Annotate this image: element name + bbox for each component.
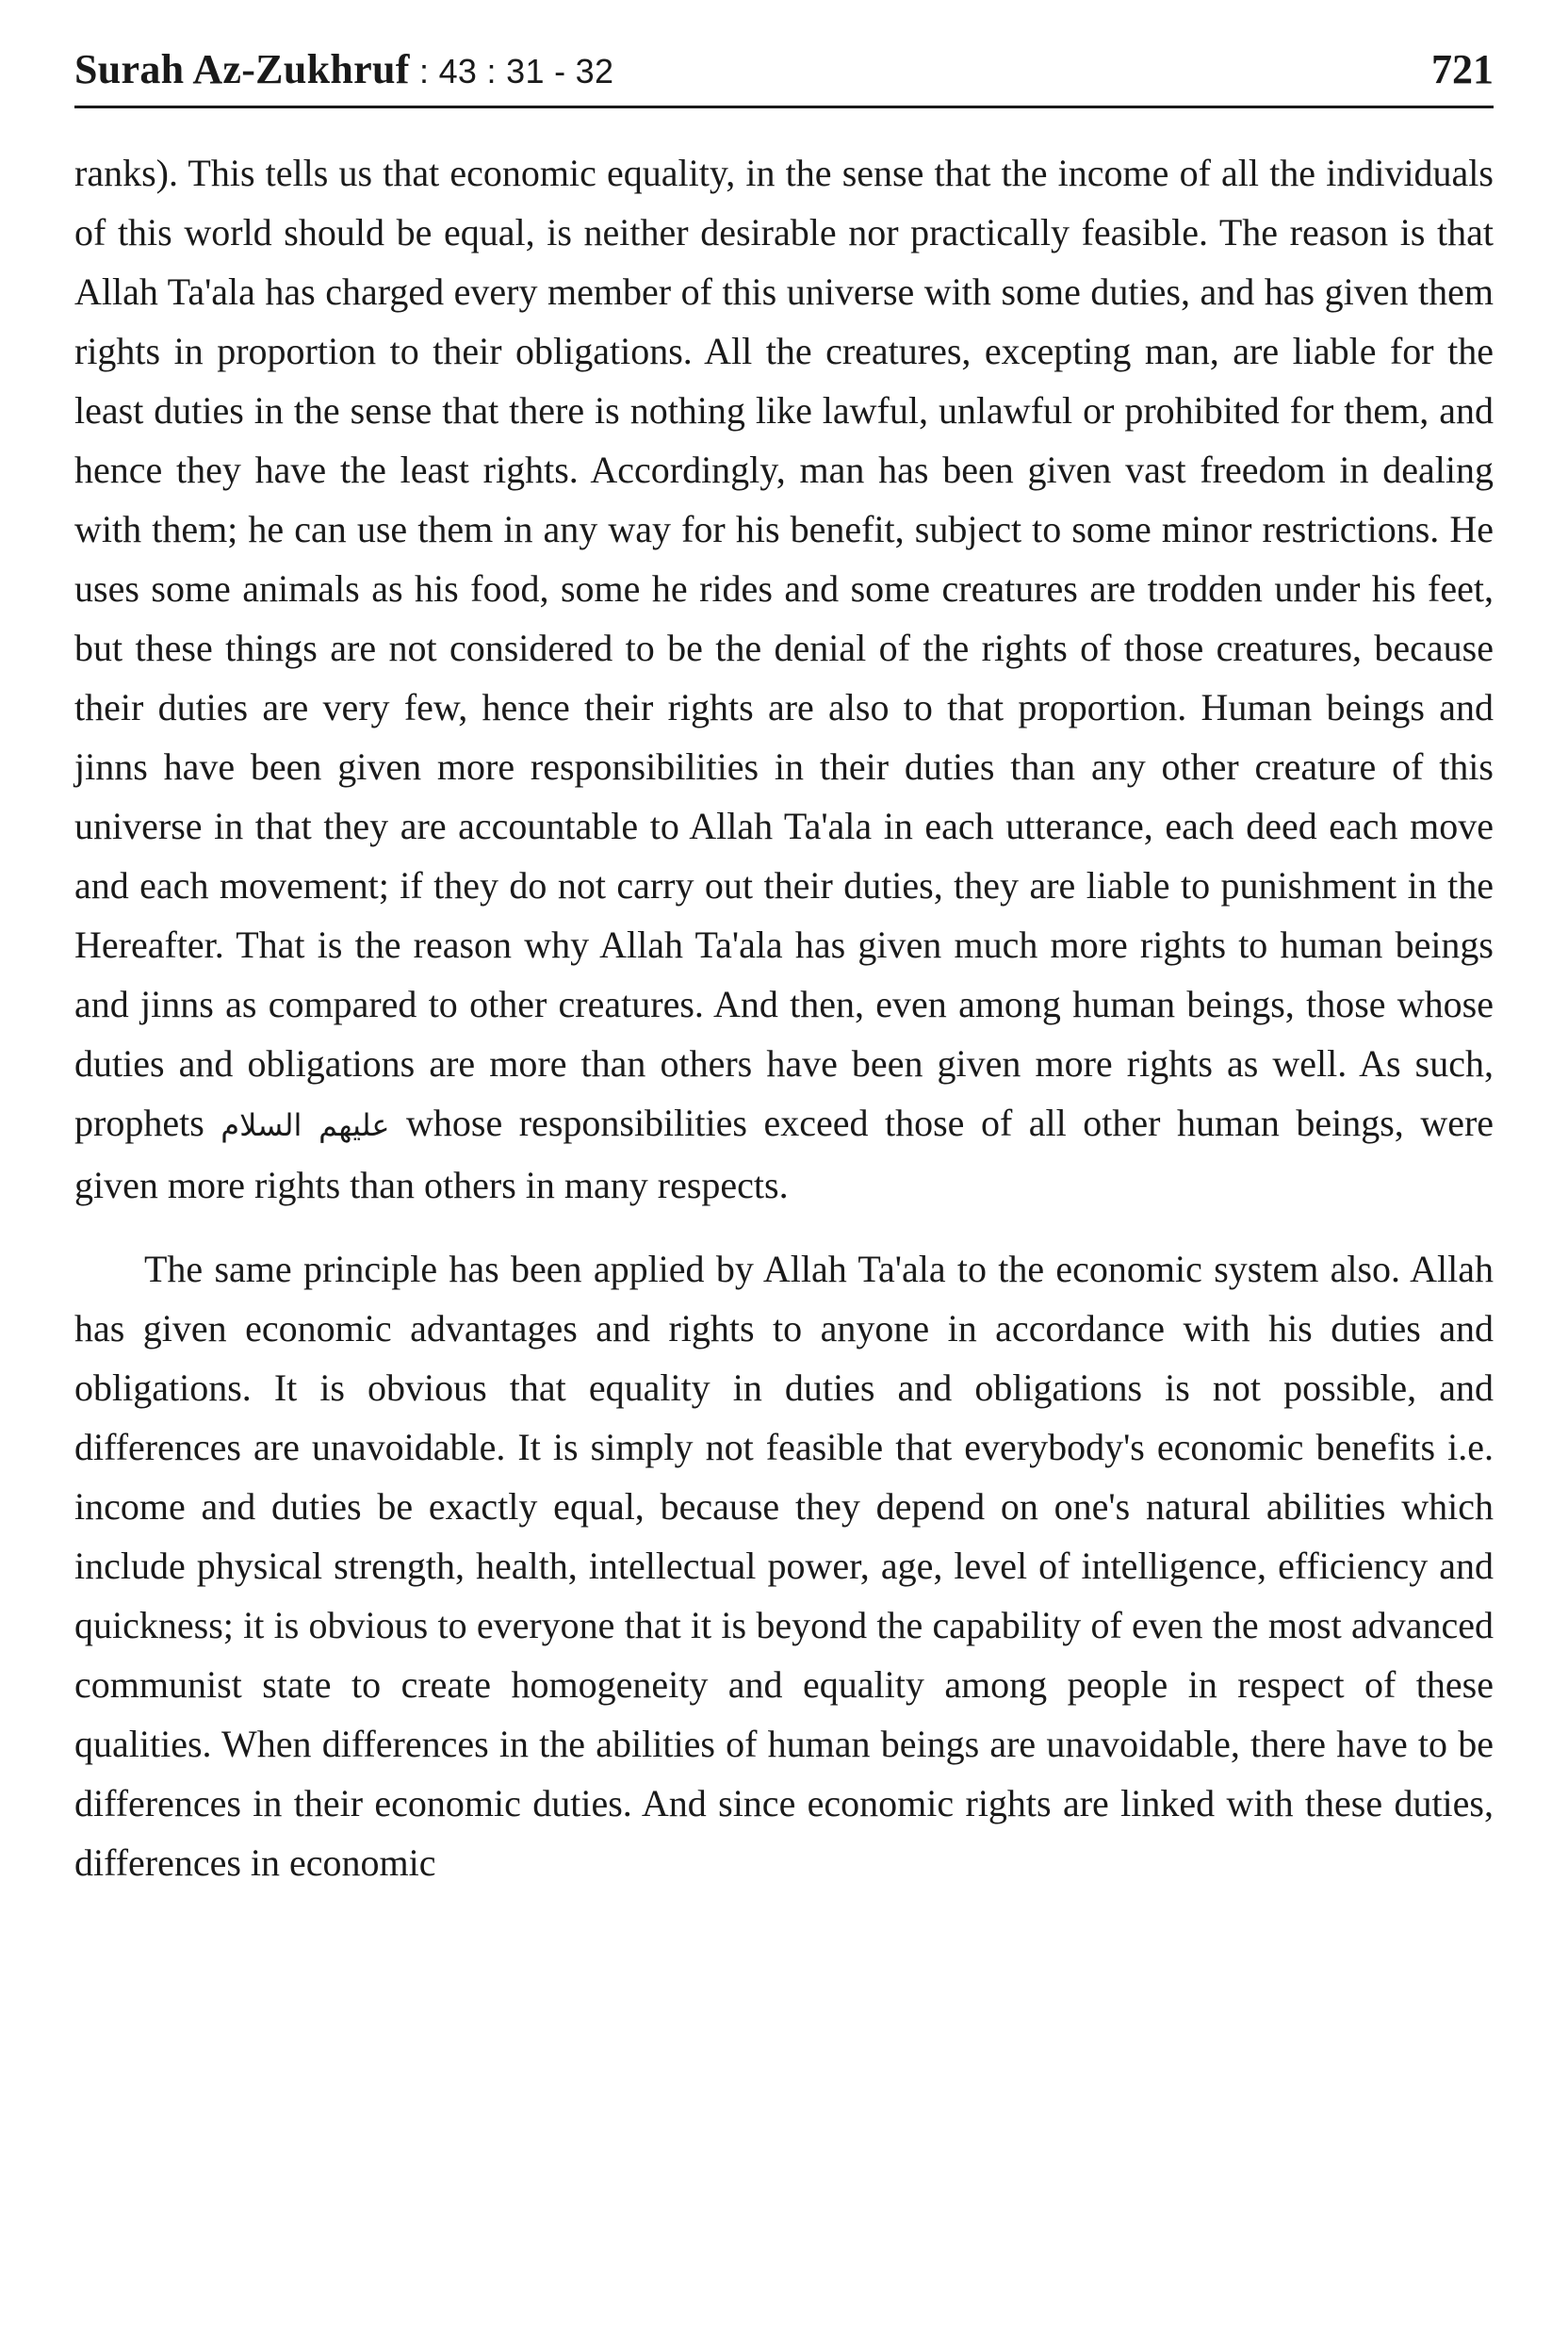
paragraph-1-text-end: whose responsibilities exceed those of all other human beings, were given more rights than others in many respects.: [74, 1102, 1494, 1206]
header-divider: [74, 106, 1494, 108]
main-text: [74, 143, 1494, 1892]
paragraph-1-text-start: ranks). This tells us that economic equality, in the sense that the income of all the individuals of this world should be equal, is neither desirable nor practically feasible. The reason is that Allah Ta'ala has charged every member of this universe with some duties, and has given them rights in proportion to their obligations. All the creatures, excepting man, are liable for the least duties in the sense that there is nothing like lawful, unlawful or prohibited for them, and hence they have the least rights. Accordingly, man has been given vast freedom in dealing with them; he can use them in any way for his benefit, subject to some minor restrictions. He uses some animals as his food, some he rides and some creatures are trodden under his feet, but these things are not considered to be the denial of the rights of those creatures, because their duties are very few, hence their rights are also to that proportion. Human beings and jinns have been given more responsibilities in their duties than any other creature of this universe in that they are accountable to Allah Ta'ala in each utterance, each deed each move and each movement; if they do not carry out their duties, they are liable to punishment in the Hereafter. That is the reason why Allah Ta'ala has given much more rights to human beings and jinns as compared to other creatures. And then, even among human beings, those whose duties and obligations are more than others have been given more rights as well. As such, prophets: [74, 152, 1494, 1144]
header-separator: :: [409, 52, 439, 90]
paragraph-2: The same principle has been applied by Allah Ta'ala to the economic system also. Allah has given economic advantages and rights to anyone in accordance with his duties and obligations. It is obvious that equality in duties and obligations is not possible, and differences are unavoidable. It is simply not feasible that everybody's economic benefits i.e. income and duties be exactly equal, because they depend on one's natural abilities which include physical strength, health, intellectual power, age, level of intelligence, efficiency and quickness; it is obvious to everyone that it is beyond the capability of even the most advanced communist state to create homogeneity and equality among people in respect of these qualities. When differences in the abilities of human beings are unavoidable, there have to be differences in their economic duties. And since economic rights are linked with these duties, differences in economic: [74, 1248, 1494, 1884]
page-number: 721: [1431, 46, 1494, 92]
arabic-honorific: عليهم السلام: [220, 1107, 390, 1143]
running-header: [74, 45, 1494, 111]
header-title-block: [74, 45, 613, 93]
paragraph-1: [74, 143, 1494, 1215]
surah-title: Surah Az-Zukhruf: [74, 46, 410, 92]
verse-reference: 43 : 31 - 32: [438, 52, 614, 90]
